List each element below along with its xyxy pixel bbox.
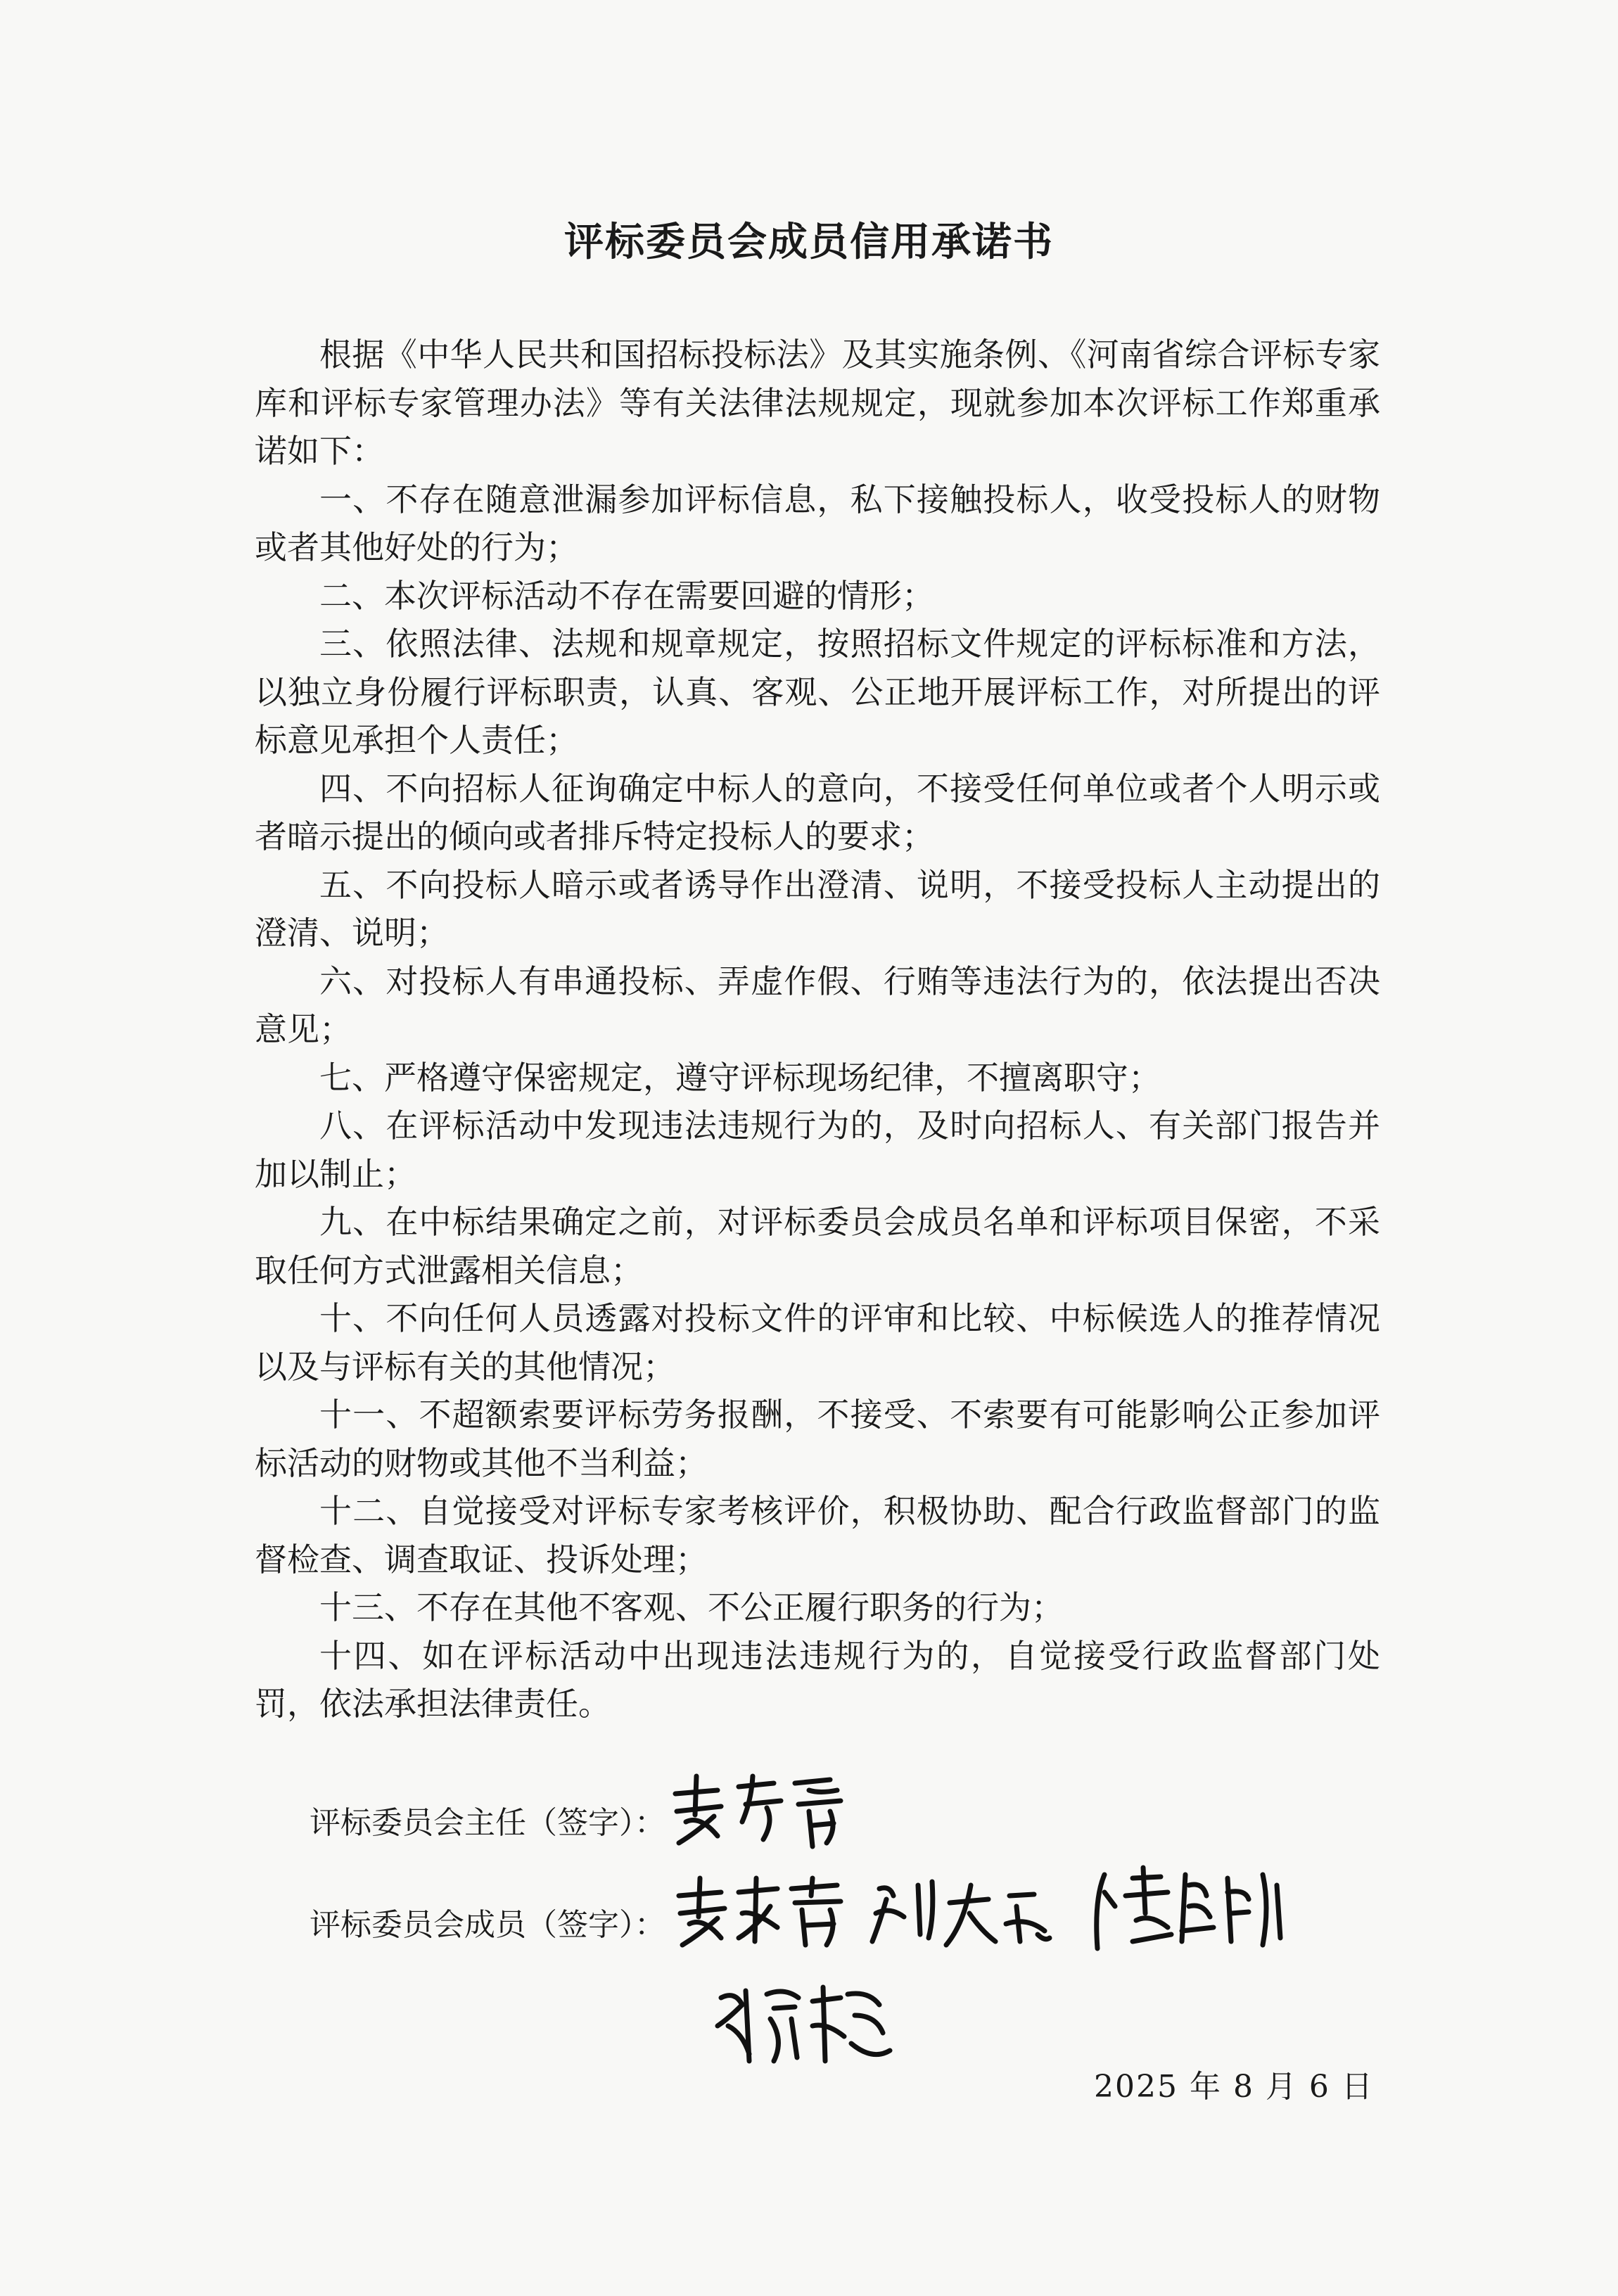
- paragraph-item-13: 十三、不存在其他不客观、不公正履行职务的行为；: [319, 1588, 1064, 1626]
- signing-date: 2025 年 8 月 6 日: [1094, 2069, 1374, 2105]
- paragraph-item-1: 一、不存在随意泄漏参加评标信息，私下接触投标人，收受投标人的财物或者其他好处的行为；: [255, 480, 1380, 566]
- chair-signature-label: 评标委员会主任（签字）：: [310, 1805, 665, 1841]
- paragraph-item-9: 九、在中标结果确定之前，对评标委员会成员名单和评标项目保密，不采取任何方式泄露相关信息；: [255, 1203, 1380, 1289]
- paragraph-item-7: 七、严格遵守保密规定，遵守评标现场纪律，不擅离职守；: [319, 1058, 1161, 1097]
- paragraph-item-11: 十一、不超额索要评标劳务报酬，不接受、不索要有可能影响公正参加评标活动的财物或其他不当利益；: [255, 1396, 1380, 1482]
- paragraph-item-6: 六、对投标人有串通投标、弄虚作假、行贿等违法行为的，依法提出否决意见；: [255, 962, 1380, 1048]
- document-body: [255, 331, 1380, 1728]
- paragraph-intro: 根据《中华人民共和国招标投标法》及其实施条例、《河南省综合评标专家库和评标专家管理办法》等有关法律法规规定，现就参加本次评标工作郑重承诺如下：: [255, 336, 1380, 470]
- members-signature-label: 评标委员会成员（签字）：: [310, 1907, 665, 1943]
- paragraph-item-4: 四、不向招标人征询确定中标人的意向，不接受任何单位或者个人明示或者暗示提出的倾向或者排斥特定投标人的要求；: [255, 769, 1380, 855]
- paragraph-item-5: 五、不向投标人暗示或者诱导作出澄清、说明，不接受投标人主动提出的澄清、说明；: [255, 865, 1380, 952]
- paragraph-item-14: 十四、如在评标活动中出现违法违规行为的，自觉接受行政监督部门处罚，依法承担法律责任。: [255, 1636, 1380, 1723]
- chair-signature: [668, 1773, 851, 1850]
- paragraph-item-10: 十、不向任何人员透露对投标文件的评审和比较、中标候选人的推荐情况以及与评标有关的其他情况；: [255, 1299, 1380, 1386]
- member-signature-2: [865, 1875, 1055, 1952]
- member-signature-3: [1083, 1864, 1294, 1956]
- member-signature-4: [707, 1977, 897, 2068]
- paragraph-item-2: 二、本次评标活动不存在需要回避的情形；: [319, 576, 934, 615]
- document-title: 评标委员会成员信用承诺书: [564, 219, 1054, 265]
- paragraph-item-3: 三、依照法律、法规和规章规定，按照招标文件规定的评标标准和方法，以独立身份履行评标职责，认真、客观、公正地开展评标工作，对所提出的评标意见承担个人责任；: [255, 625, 1380, 759]
- paragraph-item-8: 八、在评标活动中发现违法违规行为的，及时向招标人、有关部门报告并加以制止；: [255, 1106, 1380, 1193]
- paragraph-item-12: 十二、自觉接受对评标专家考核评价，积极协助、配合行政监督部门的监督检查、调查取证、投诉处理；: [255, 1492, 1380, 1579]
- member-signature-1: [672, 1875, 848, 1952]
